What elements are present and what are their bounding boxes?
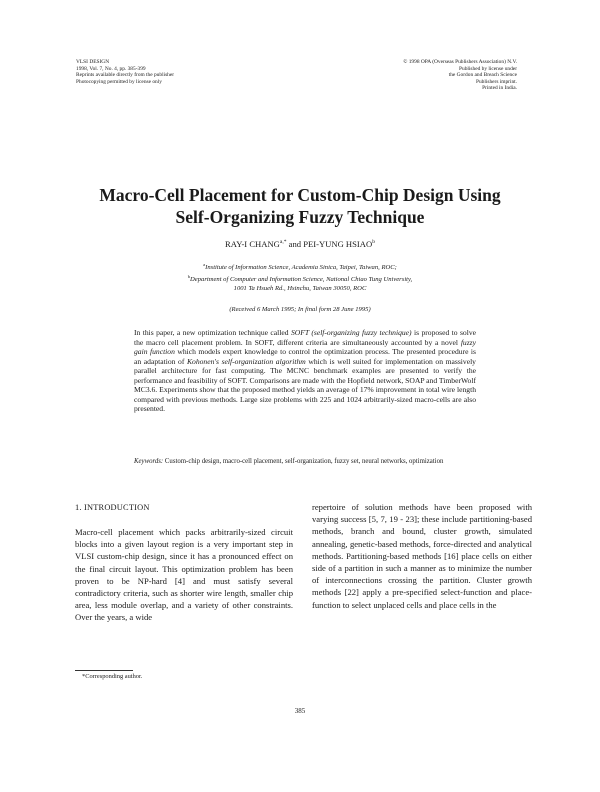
author-connector: and <box>288 239 302 249</box>
header-right-line: Publishers imprint. <box>475 78 517 85</box>
header-left-line: Photocopying permitted by license only <box>76 78 162 85</box>
abstract <box>134 328 476 414</box>
header-right-line: © 1998 OPA (Overseas Publishers Association) N.V. <box>403 59 517 65</box>
abstract-run: In this paper, a new optimization technique called <box>134 328 291 337</box>
body-paragraph: repertoire of solution methods have been proposed with varying success [5, 7, 19 - 23]; these include partitioning-based methods, branch and bound, cluster growth, simulated annealing, genetic-based methods, force-directed and analytical methods. Partitioning-based methods [16] place cells on either side of a partition in such a manner as to minimize the number of interconnections crossing the partition. Cluster growth methods [22] apply a pre-specified select-function and place-function to select unplaced cells and place cells in the <box>312 502 532 610</box>
header-right-line: Printed in India. <box>482 85 517 92</box>
keywords <box>134 458 476 467</box>
affiliation-line: Department of Computer and Information Science, National Chiao Tung University, <box>190 276 413 284</box>
header-left-line: VLSI DESIGN <box>76 59 110 65</box>
abstract-text <box>134 328 476 414</box>
header-right-line: Published by license under <box>459 65 517 72</box>
abstract-term: fuzzy gain function <box>134 337 476 356</box>
author-marks: b <box>372 239 375 246</box>
header-left-line: Reprints available directly from the publisher <box>76 72 175 79</box>
affiliation-a <box>60 261 540 273</box>
body-paragraph: Macro-cell placement which packs arbitrarily-sized circuit blocks into a given layout region is a very important step in VLSI custom-chip design, since it has a pronounced effect on the final circuit layout. This optimization problem has been proven to be NP-hard [4] and must satisfy several contradictory criteria, such as shorter wire length, smaller chip area, less module overlap, and a variety of other constraints. Over the years, a wide <box>75 527 293 623</box>
author-name: PEI-YUNG HSIAO <box>303 239 373 249</box>
affiliation-b <box>60 273 540 285</box>
author-list <box>60 239 540 249</box>
affiliations <box>60 261 540 294</box>
page-number: 385 <box>294 707 306 715</box>
received-dates: (Received 6 March 1995; In final form 28 June 1995) <box>229 306 371 313</box>
abstract-run: which is well suited for implementation on massively parallel architecture for fast computing. The MCNC benchmark examples are presented to verify the performance and feasibility of SOFT. Comparisons are made with the Hopfield network, SOAP and TimberWolf MC3.6. Experiments show that the proposed method yields an average of 17% improvement in total wire length compared with previous methods. Large size problems with 225 and 1024 arbitrarily-sized macro-cells are also presented. <box>134 356 476 413</box>
footnote: *Corresponding author. <box>82 673 143 680</box>
abstract-term: SOFT (self-organizing fuzzy technique) <box>290 328 412 337</box>
abstract-run: which models expert knowledge to control the optimization process. The presented procedure is an adaptation of <box>134 347 476 366</box>
affiliation-line: Institute of Information Science, Academia Sinica, Taipei, Taiwan, ROC; <box>205 264 397 272</box>
keywords-text: Custom-chip design, macro-cell placement, self-organization, fuzzy set, neural networks, optimization <box>163 458 444 465</box>
author-name: RAY-I CHANG <box>225 239 280 249</box>
title-line: Macro-Cell Placement for Custom-Chip Design Using <box>99 185 501 205</box>
section-heading: 1. INTRODUCTION <box>75 503 150 512</box>
body-column-right <box>312 501 532 611</box>
body-column-left <box>75 526 293 624</box>
keywords-label: Keywords: <box>134 458 164 465</box>
journal-header-left <box>76 59 174 85</box>
abstract-term: Kohonen's self-organization algorithm <box>186 356 306 366</box>
footnote-rule <box>75 670 133 671</box>
header-right-line: the Gordon and Breach Science <box>448 72 517 79</box>
affiliation-line: 1001 Ta Hsueh Rd., Hsinchu, Taiwan 30050, ROC <box>233 284 367 292</box>
journal-header-right <box>403 59 517 92</box>
paper-title <box>60 184 540 228</box>
author-marks: a,* <box>279 239 287 246</box>
header-left-line: 1998, Vol. 7, No. 4, pp. 385-399 <box>76 65 146 72</box>
abstract-run: is proposed to solve the macro cell placement problem. In SOFT, different criteria are simultaneously accounted by a novel <box>134 328 476 347</box>
affiliation-mark: a <box>203 262 206 267</box>
title-line: Self-Organizing Fuzzy Technique <box>175 207 425 227</box>
affiliation-mark: b <box>187 273 191 279</box>
